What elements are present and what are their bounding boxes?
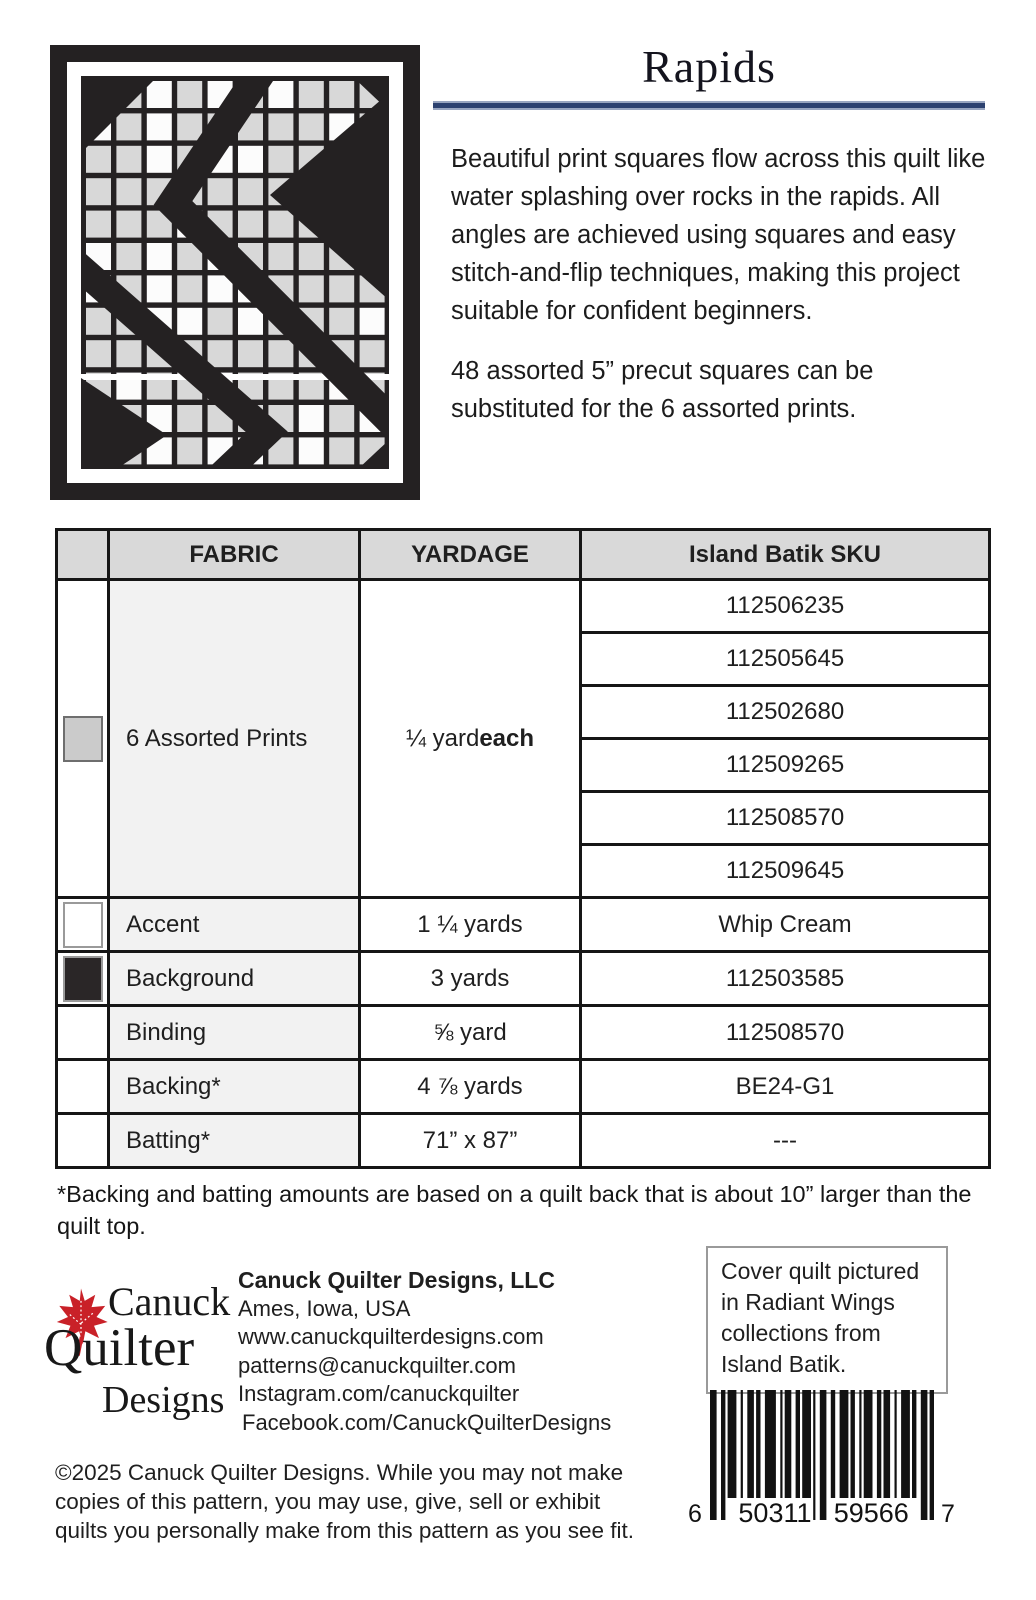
title-block: [433, 40, 985, 428]
table-row: [58, 1004, 988, 1058]
publisher-contact-block: [238, 1266, 668, 1437]
yardage-value: ⅝ yard: [358, 1007, 579, 1058]
header-fabric: FABRIC: [107, 531, 358, 578]
sku-value: Whip Cream: [579, 899, 988, 950]
company-website: www.canuckquilterdesigns.com: [238, 1324, 544, 1349]
sku-value: 112503585: [579, 953, 988, 1004]
fabric-swatch: [63, 956, 103, 1002]
logo-word-designs: Designs: [102, 1379, 225, 1421]
sku-value: 112508570: [579, 1007, 988, 1058]
logo-word-quilter: Quilter: [44, 1319, 195, 1377]
sku-value: 112505645: [582, 634, 988, 687]
table-row: [58, 1112, 988, 1166]
svg-text:59566: 59566: [833, 1498, 909, 1528]
title-divider: [433, 101, 985, 110]
header-sku: Island Batik SKU: [579, 531, 988, 578]
yardage-value: 1 ¼ yards: [358, 899, 579, 950]
table-header-row: [58, 531, 988, 581]
prints-fabric-swatch: [63, 716, 103, 762]
description-paragraph-1: Beautiful print squares flow across this quilt like water splashing over rocks in the rapids. All angles are achieved using squares and easy stitch-and-flip techniques, making this project suitable for confident beginners.: [451, 145, 986, 325]
company-name: Canuck Quilter Designs, LLC: [238, 1267, 555, 1293]
table-row: [58, 1058, 988, 1112]
sku-value: 112506235: [582, 581, 988, 634]
row-swatch-cell: [58, 1115, 107, 1166]
fabric-swatch: [63, 902, 103, 948]
yardage-value: 71” x 87”: [358, 1115, 579, 1166]
description-paragraph-2: 48 assorted 5” precut squares can be substituted for the 6 assorted prints.: [451, 357, 874, 423]
company-location: Ames, Iowa, USA: [238, 1295, 411, 1321]
svg-text:6: 6: [688, 1500, 702, 1528]
barcode: [684, 1388, 956, 1538]
cover-note-text: Cover quilt pictured in Radiant Wings collections from Island Batik.: [721, 1258, 920, 1377]
logo-word-canuck: Canuck: [108, 1279, 231, 1324]
assorted-prints-row: [58, 581, 988, 896]
backing-footnote: *Backing and batting amounts are based on a quilt back that is about 10” larger than the quilt top.: [57, 1181, 972, 1239]
prints-yardage-each: each: [479, 724, 535, 752]
fabric-name: Binding: [107, 1007, 358, 1058]
barcode-image: [684, 1388, 956, 1538]
prints-fabric-name: 6 Assorted Prints: [107, 581, 358, 896]
fabric-name: Background: [107, 953, 358, 1004]
sku-value: 112509645: [725, 857, 845, 884]
row-swatch-cell: [58, 899, 107, 950]
fabric-name: Backing*: [107, 1061, 358, 1112]
row-swatch-cell: [58, 953, 107, 1004]
row-swatch-cell: [58, 1061, 107, 1112]
sku-value: 112509265: [582, 740, 988, 793]
prints-sku-list: [579, 581, 988, 896]
prints-swatch-cell: [58, 581, 107, 896]
prints-yardage-amount: ¼ yard: [405, 724, 480, 752]
sku-value: 112502680: [582, 687, 988, 740]
fabric-name: Batting*: [107, 1115, 358, 1166]
prints-yardage: [358, 581, 579, 896]
company-instagram: Instagram.com/canuckquilter: [238, 1381, 520, 1406]
fabric-requirements-table: [55, 528, 991, 1169]
sku-value: BE24-G1: [579, 1061, 988, 1112]
yardage-value: 4 ⅞ yards: [358, 1061, 579, 1112]
row-swatch-cell: [58, 1007, 107, 1058]
copyright-text: ©2025 Canuck Quilter Designs. While you may not make copies of this pattern, you may use, give, sell or exhibit quilts you personally make from this pattern as you see fit.: [55, 1460, 635, 1543]
table-row: [58, 896, 988, 950]
header-yardage: YARDAGE: [358, 531, 579, 578]
publisher-logo: [44, 1272, 254, 1450]
table-body-rows: [58, 896, 988, 1166]
cover-note-box: [706, 1246, 948, 1394]
company-email: patterns@canuckquilter.com: [238, 1352, 516, 1378]
svg-text:7: 7: [941, 1500, 955, 1528]
sku-value: 112508570: [582, 793, 988, 846]
yardage-value: 3 yards: [358, 953, 579, 1004]
header-swatch-col: [58, 531, 107, 578]
page-title: Rapids: [642, 41, 776, 92]
quilt-illustration: [50, 45, 420, 500]
svg-text:50311: 50311: [738, 1498, 812, 1528]
sku-value: ---: [579, 1115, 988, 1166]
table-row: [58, 950, 988, 1004]
fabric-name: Accent: [107, 899, 358, 950]
company-facebook: Facebook.com/CanuckQuilterDesigns: [242, 1409, 612, 1435]
quilt-cover-image: [50, 45, 420, 500]
